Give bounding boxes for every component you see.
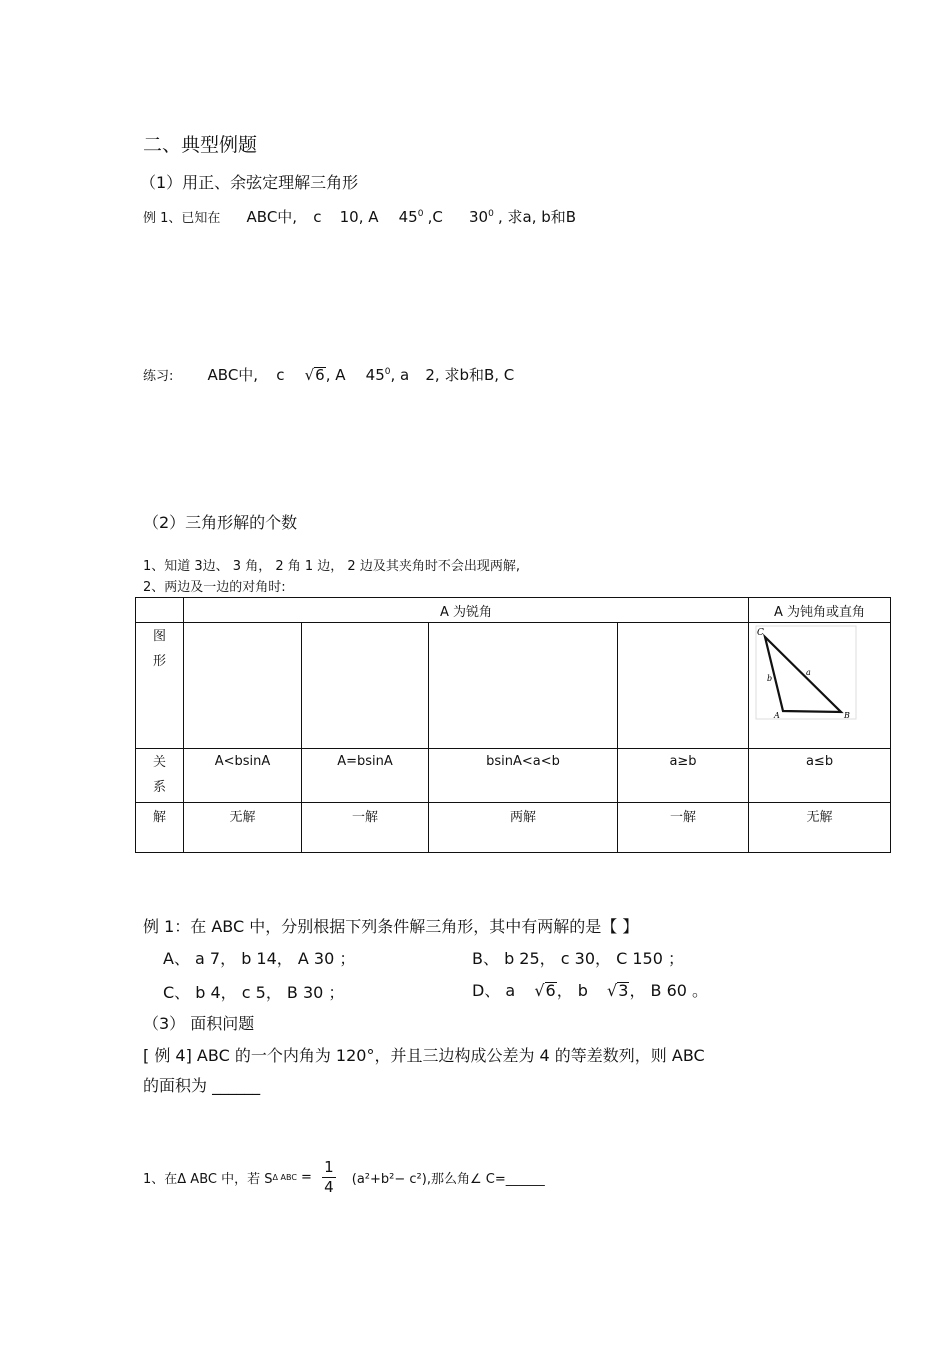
example1-prefix: 例 1、已知在 bbox=[143, 211, 221, 226]
exercise-triangle: ABC中, bbox=[207, 366, 259, 384]
example1-c: c bbox=[313, 208, 322, 226]
part1-heading: （1）用正、余弦定理解三角形 bbox=[140, 173, 359, 192]
table-row-relation bbox=[136, 749, 891, 803]
relation-cell: A=bsinA bbox=[302, 749, 429, 803]
table-row-solution bbox=[136, 803, 891, 853]
area-exercise-eq: = bbox=[296, 1170, 312, 1185]
solution-cell: 一解 bbox=[302, 803, 429, 853]
figure-cell-obtuse bbox=[749, 623, 891, 749]
area-fraction: $\frac{1}{4}$ bbox=[324, 1158, 334, 1196]
solution-cell: 无解 bbox=[184, 803, 302, 853]
triangle-figure bbox=[755, 625, 857, 721]
solution-cell: 无解 bbox=[749, 803, 891, 853]
exercise-tail1: , a bbox=[390, 366, 410, 384]
part3-heading: （3） 面积问题 bbox=[143, 1014, 255, 1033]
part2-note2: 2、两边及一边的对角时: bbox=[143, 580, 286, 595]
relation-cell: a≤b bbox=[749, 749, 891, 803]
example1-c-value: 10, A bbox=[339, 208, 379, 226]
example1-a-value: $45^0$ bbox=[398, 208, 424, 226]
example4-line2: 的面积为 ______ bbox=[143, 1076, 261, 1095]
vertex-c-label: C bbox=[757, 628, 764, 638]
example1-line bbox=[143, 206, 576, 227]
relation-cell: a≥b bbox=[618, 749, 749, 803]
option-d-post: ， B 60 。 bbox=[629, 981, 709, 1000]
exercise-a-value: $45^0$ bbox=[365, 366, 391, 384]
option-d bbox=[472, 978, 708, 1001]
table-row-figure bbox=[136, 623, 891, 749]
relation-cell: A<bsinA bbox=[184, 749, 302, 803]
side-b-label: b bbox=[767, 674, 773, 683]
side-a-label: a bbox=[806, 668, 811, 677]
area-exercise-sub: Δ ABC bbox=[272, 1173, 297, 1182]
exercise-line bbox=[143, 364, 514, 385]
table-corner-cell bbox=[136, 598, 184, 623]
example1-triangle: ABC中, bbox=[246, 208, 298, 226]
solution-count-table bbox=[135, 597, 891, 853]
option-d-sqrt3: √3 bbox=[607, 981, 629, 1000]
example-multi-line: 例 1：在 ABC 中，分别根据下列条件解三角形，其中有两解的是【 】 bbox=[143, 917, 639, 936]
header-obtuse: A 为钝角或直角 bbox=[749, 598, 891, 623]
section-title: 二、典型例题 bbox=[143, 134, 258, 156]
example4-line1: [ 例 4] ABC 的一个内角为 120°，并且三边构成公差为 4 的等差数列，则 ABC bbox=[143, 1046, 705, 1065]
exercise-tail2: 2, 求b和B, C bbox=[425, 366, 515, 384]
exercise-sqrt: √6 bbox=[304, 366, 325, 384]
part2-note1: 1、知道 3边、 3 角， 2 角 1 边， 2 边及其夹角时不会出现两解, bbox=[143, 559, 520, 574]
row-label-solution: 解 bbox=[136, 803, 184, 853]
figure-cell bbox=[302, 623, 429, 749]
relation-cell: bsinA<a<b bbox=[429, 749, 618, 803]
example1-tail: , 求a, b和B bbox=[497, 208, 577, 226]
exercise-prefix: 练习: bbox=[143, 369, 174, 384]
solution-cell: 一解 bbox=[618, 803, 749, 853]
vertex-a-label: A bbox=[774, 711, 780, 720]
option-d-mid: ， b bbox=[556, 981, 588, 1000]
table-header-row bbox=[136, 598, 891, 623]
figure-cell bbox=[429, 623, 618, 749]
exercise-after-sqrt: , A bbox=[325, 366, 346, 384]
example1-c-label: ,C bbox=[427, 208, 443, 226]
area-exercise-line bbox=[143, 1158, 545, 1197]
area-exercise-post: (a²+b²− c²),那么角∠ C=______ bbox=[351, 1172, 545, 1187]
part2-heading: （2）三角形解的个数 bbox=[143, 513, 298, 532]
option-d-sqrt6: √6 bbox=[534, 981, 556, 1000]
option-d-prefix: D、 a bbox=[472, 981, 516, 1000]
header-acute: A 为锐角 bbox=[184, 598, 749, 623]
vertex-b-label: B bbox=[844, 711, 850, 720]
option-c: C、 b 4， c 5， B 30 ； bbox=[163, 983, 345, 1002]
row-label-relation: 关 系 bbox=[136, 749, 184, 803]
figure-cell bbox=[184, 623, 302, 749]
row-label-figure: 图 形 bbox=[136, 623, 184, 749]
example1-c2-value: $30^0$ bbox=[469, 208, 494, 226]
solution-cell: 两解 bbox=[429, 803, 618, 853]
option-b: B、 b 25， c 30， C 150 ； bbox=[472, 949, 684, 968]
triangle-shape bbox=[765, 637, 841, 712]
option-a: A、 a 7， b 14， A 30 ； bbox=[163, 949, 356, 968]
figure-cell bbox=[618, 623, 749, 749]
exercise-c: c bbox=[276, 366, 285, 384]
area-exercise-pre: 1、在Δ ABC 中，若 S bbox=[143, 1172, 273, 1187]
